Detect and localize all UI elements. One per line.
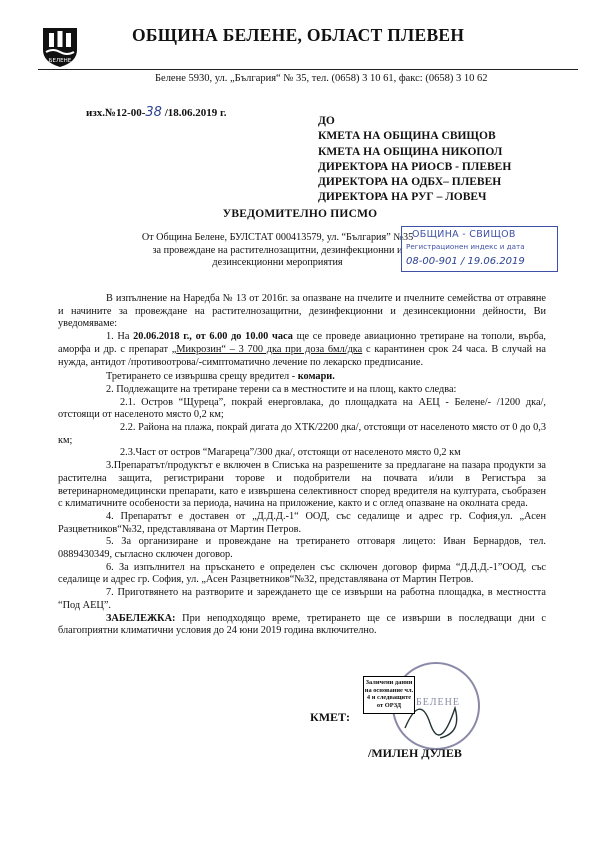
item-2: 2. Подлежащите на третиране терени са в местностите и на площ, както следва:: [106, 383, 457, 395]
logo-text: БЕЛЕНЕ: [48, 58, 72, 64]
intro-line: От Община Белене, БУЛСТАТ 000413579, ул. “България” №35: [141, 232, 414, 243]
stamp-label: Регистрационен индекс и дата: [406, 242, 525, 251]
outgoing-date: /18.06.2019 г.: [164, 107, 227, 119]
item-5: 5. За организиране и провеждане на третирането отговаря лицето: Иван Бернардов, тел. 0889430349, съгласно сключен договор.: [58, 536, 546, 561]
recipient-line: ДИРЕКТОРА НА РУГ – ЛОВЕЧ: [318, 191, 487, 204]
item-6: 6. За изпълнител на пръскането е определен със сключен договор фирма “Д.Д.Д.-1”ООД, със седалище и адрес гр. София, ул. „Асен Разцветников“№32, представлявана от Мартин Петров.: [58, 561, 546, 586]
mayor-title: КМЕТ:: [310, 710, 351, 724]
outgoing-handwritten-number: 38: [145, 105, 162, 120]
note-label: ЗАБЕЛЕЖКА:: [106, 612, 176, 624]
page-title: ОБЩИНА БЕЛЕНЕ, ОБЛАСТ ПЛЕВЕН: [132, 25, 465, 45]
redaction-box: Заличени данни на основание чл. 4 и следващите от ОРЗД: [363, 676, 415, 714]
registration-stamp: [401, 226, 558, 272]
stamp-org: ОБЩИНА - СВИЩОВ: [412, 229, 516, 240]
item-2-3: 2.3.Част от остров “Магарeца”/300 дка/, отстоящи от населеното място 0,2 км: [120, 447, 461, 459]
item-1: 1. На 20.06.2018 г., от 6.00 до 10.00 часа ще се проведе авиационно третиране на тополи, върба, аморфа и др. с препарат „Микрозин“ – 3 700 дка при доза 6мл/дка с карантинен срок 24 часа. В случай на нужда, антидот /противоотрова/-симптоматично лечение по лекарско предписание.: [58, 331, 546, 368]
item-3: 3.Препаратът/продуктът е включен в Списъка на разрешените за предлагане на пазара продукти за растителна защита, регистрирани торове и подобрители на почвата и/или в Регистъра за ветеринарномедицински препарати, като е извършена селективност според вредителя на културата, съобразен с климатичните особености за периода, начина на приложение, както и с оглед опазване на околната среда.: [58, 460, 546, 510]
outgoing-number: [86, 105, 227, 120]
municipality-logo: [40, 26, 80, 68]
intro-block: [110, 232, 445, 270]
recipient-line: ДИРЕКТОРА НА РИОСВ - ПЛЕВЕН: [318, 160, 512, 173]
item-4: 4. Препаратът е доставен от „Д.Д.Д.-1“ ООД, със седалище и адрес гр. София,ул. „Асен Разцветников“№32, представлявана от Мартин Петров.: [58, 510, 546, 535]
recipient-line: ДИРЕКТОРА НА ОДБХ– ПЛЕВЕН: [318, 176, 502, 189]
item-2-2: 2.2. Района на плажа, покрай дигата до ХТК/2200 дка/, отстоящи от населеното място от 0 до 0,3 км;: [58, 422, 546, 446]
mayor-name: /МИЛЕН ДУЛЕВ: [368, 746, 462, 760]
recipient-line: ДО: [318, 115, 335, 127]
body-paragraph: В изпълнение на Наредба № 13 от 2016г. за опазване на пчелите и пчелните семейства от отравяне и начините за провеждане на растителнозащитни, дезинфекционни и дезинсекционни дейности, Ви уведомяваме:: [58, 293, 546, 330]
item-7: 7. Приготвянето на разтворите и зареждането ще се извърши на работна площадка, в местността “Под АЕЦ”.: [58, 587, 546, 611]
recipient-line: КМЕТА НА ОБЩИНА СВИЩОВ: [318, 130, 496, 143]
seal-text: БЕЛЕНЕ: [416, 697, 460, 708]
stamp-reg-number: 08-00-901 / 19.06.2019: [406, 256, 525, 267]
outgoing-prefix: изх.№12-00-: [86, 107, 146, 119]
vermin-line: Третирането се извършва срещу вредител - комари.: [106, 371, 335, 383]
note-paragraph: ЗАБЕЛЕЖКА: При неподходящо време, третирането ще се извърши в последващи дни с благоприятни климатични условия до 24 юни 2019 година включително.: [58, 612, 546, 637]
document-heading: УВЕДОМИТЕЛНО ПИСМО: [222, 208, 378, 220]
municipality-address: Белене 5930, ул. „България“ № 35, тел. (0658) 3 10 61, факс: (0658) 3 10 62: [155, 73, 488, 84]
intro-line: дезинсекционни мероприятия: [212, 257, 343, 269]
preparation-name: Микрозин“ – 3 700 дка при доза 6мл/дка: [176, 343, 363, 355]
intro-line: за провеждане на растителнозащитни, дезинфекционни и: [152, 244, 403, 256]
header-divider: [38, 69, 578, 70]
letter-body: [58, 293, 546, 638]
recipient-line: КМЕТА НА ОБЩИНА НИКОПОЛ: [318, 145, 503, 158]
item-2-1: 2.1. Остров “Щуреца”, покрай енерговлака, до площадката на АЕЦ - Белене/- /1200 дка/, отстоящи от населеното място 0,2 км;: [58, 396, 546, 421]
treatment-date: 20.06.2018 г., от 6.00 до 10.00 часа: [133, 331, 293, 343]
recipient-block: [318, 114, 511, 206]
